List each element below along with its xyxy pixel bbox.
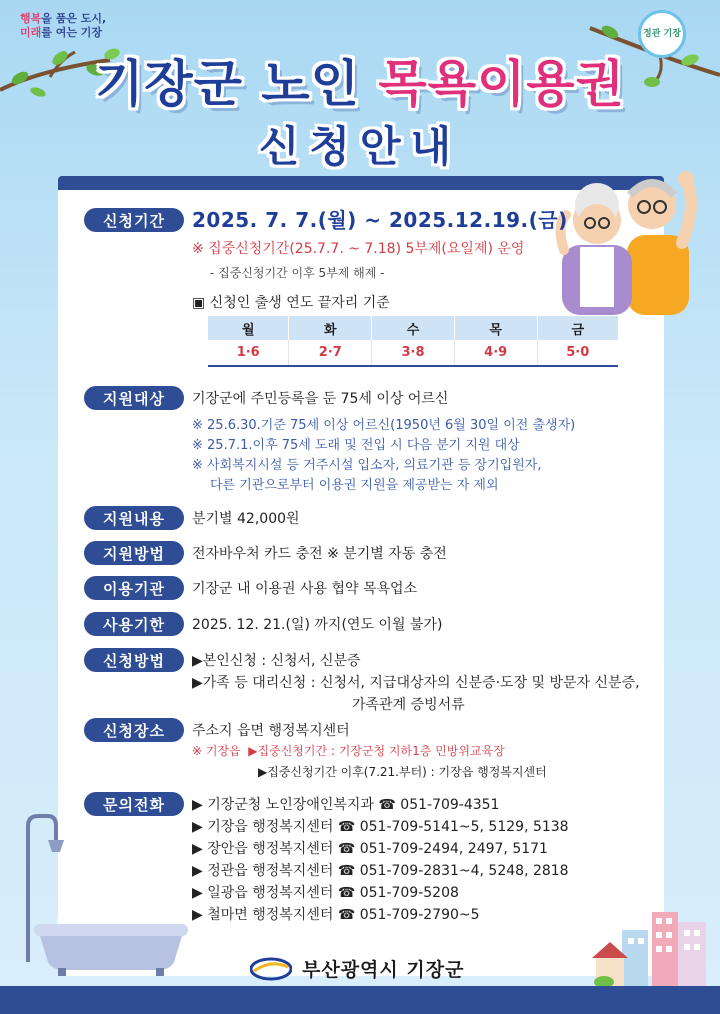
page-title: 기장군 노인 목욕이용권 [95,55,625,113]
slogan: 행복을 품은 도시, 미래를 여는 기장 [20,12,107,39]
period-focus: ※ 집중신청기간(25.7.7. ~ 7.18) 5부제(요일제) 운영 [192,241,525,257]
place-main: 기장군 내 이용권 사용 협약 목욕업소 [192,581,418,597]
content-main: 분기별 42,000원 [192,511,300,527]
label-place: 이용기관 [84,576,184,600]
target-note-3: ※ 사회복지시설 등 거주시설 입소자, 의료기관 등 장기입원자, [192,458,542,473]
footer-org: 부산광역시 기장군 [302,959,465,981]
day-fri: 금 [537,316,618,340]
apply-place-note1: ※ 기장읍 ▶집중신청기간 : 기장군청 지하1층 민방위교육장 [192,744,505,758]
apply-place-note2: ▶집중신청기간 이후(7.21.부터) : 기장읍 행정복지센터 [258,765,547,779]
apply-place-main: 주소지 읍면 행정복지센터 [192,723,350,739]
method-main: 전자바우처 카드 충전 ※ 분기별 자동 충전 [192,546,447,562]
label-method: 지원방법 [84,541,184,565]
target-note-1: ※ 25.6.30.기준 75세 이상 어르신(1950년 6월 30일 이전 출생자) [192,418,576,433]
apply-method-line1: ▶본인신청 : 신청서, 신분증 [192,653,361,669]
day-mon: 월 [208,316,289,340]
table-title: ▣ 신청인 출생 연도 끝자리 기준 [192,295,390,311]
day-thu: 목 [454,316,537,340]
footer-logo [250,955,464,982]
busan-emblem-icon [250,957,292,981]
apply-method-line3: 가족관계 증빙서류 [352,697,465,713]
apply-method-line2: ▶가족 등 대리신청 : 신청서, 지급대상자의 신분증·도장 및 방문자 신분증, [192,675,640,691]
page-subtitle: 신청안내 [258,122,462,171]
target-note-2: ※ 25.7.1.이후 75세 도래 및 전입 시 다음 분기 지원 대상 [192,438,520,453]
day-wed: 수 [372,316,455,340]
label-target: 지원대상 [84,386,184,410]
label-contact: 문의전화 [84,792,184,816]
weekday-digit-table [208,316,618,367]
digit-wed: 3·8 [372,340,455,366]
deadline-main: 2025. 12. 21.(일) 까지(연도 이월 불가) [192,617,443,633]
buildings-illustration [592,908,712,988]
day-tue: 화 [289,316,372,340]
bottom-bar [0,986,720,1014]
elderly-couple-illustration [552,165,712,315]
contact-line: ▶ 일광읍 행정복지센터 ☎ 051-709-5208 [192,885,459,901]
digit-tue: 2·7 [289,340,372,366]
label-apply-method: 신청방법 [84,648,184,672]
contact-line: ▶ 철마면 행정복지센터 ☎ 051-709-2790~5 [192,907,480,923]
label-apply-place: 신청장소 [84,718,184,742]
target-note-4: 다른 기관으로부터 이용권 지원을 제공받는 자 제외 [210,478,499,493]
period-main: 2025. 7. 7.(월) ~ 2025.12.19.(금) [192,208,568,232]
label-period: 신청기간 [84,208,184,232]
digit-mon: 1·6 [208,340,289,366]
label-content: 지원내용 [84,506,184,530]
bathtub-illustration [14,812,194,977]
city-logo: 정관 기장 [638,10,686,58]
contact-line: ▶ 정관읍 행정복지센터 ☎ 051-709-2831~4, 5248, 2818 [192,863,569,879]
period-focus-note: - 집중신청기간 이후 5부제 해제 - [210,266,385,280]
target-main: 기장군에 주민등록을 둔 75세 이상 어르신 [192,391,449,407]
contact-line: ▶ 장안읍 행정복지센터 ☎ 051-709-2494, 2497, 5171 [192,841,548,857]
label-deadline: 사용기한 [84,612,184,636]
digit-fri: 5·0 [537,340,618,366]
digit-thu: 4·9 [454,340,537,366]
contact-line: ▶ 기장읍 행정복지센터 ☎ 051-709-5141~5, 5129, 5138 [192,819,569,835]
contact-line: ▶ 기장군청 노인장애인복지과 ☎ 051-709-4351 [192,797,500,813]
